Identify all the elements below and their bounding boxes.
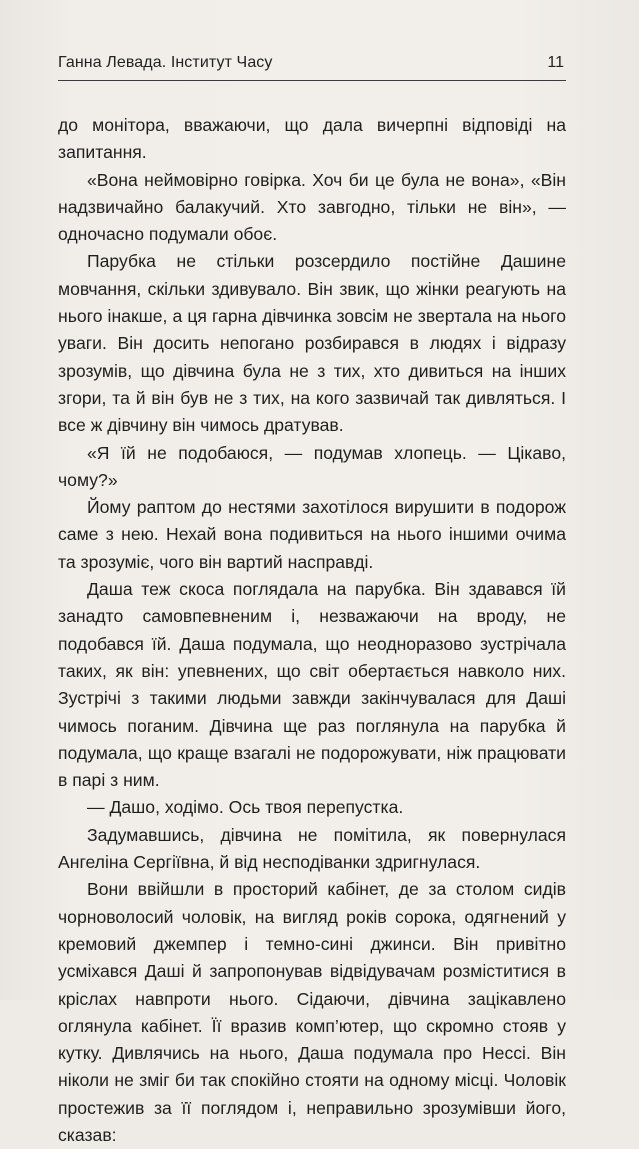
paragraph-7: — Дашо, ходімо. Ось твоя перепустка. [87, 797, 404, 818]
page-number: 11 [547, 54, 564, 71]
paragraph-6: Даша теж скоса поглядала на парубка. Він здавався їй занадто самовпевненим і, незважаючи на вроду, не подобався їй. Даша подумала, що неодноразово зустрічала таких, як він: упевнених, що світ обертається навколо них. Зустрічі з такими людьми завжди закінчувалася для Даші чимось поганим. Дівчина ще раз поглянула на парубка й подумала, що краще взагалі не подорожувати, ніж працювати в парі з ним. [58, 579, 566, 791]
paragraph-4: «Я їй не подобаюся, — подумав хлопець. — Цікаво, чому?» [58, 442, 566, 490]
paragraph-5: Йому раптом до нестями захотілося вирушити в подорож саме з нею. Нехай вона подивиться на нього іншими очима та зрозуміє, чого він вартий насправді. [58, 497, 566, 572]
book-title: Ганна Левада. Інститут Часу [58, 54, 273, 71]
paragraph-9: Вони ввійшли в просторий кабінет, де за столом сидів чорноволосий чоловік, на вигляд років сорока, одягнений у кремовий джемпер і темно-сині джинси. Він привітно усміхався Даші й запропонував відвідувачам розміститися в кріслах навпроти нього. Сідаючи, дівчина зацікавлено оглянула кабінет. Її вразив комп’ютер, що скромно стояв у кутку. Дивлячись на нього, Даша подумала про Нессі. Він ніколи не зміг би так спокійно стояти на одному місці. Чоловік простежив за її поглядом і, неправильно зрозумівши його, сказав: [58, 879, 566, 1145]
running-header [58, 50, 566, 81]
paragraph-2: «Вона неймовірно говірка. Хоч би це була не вона», «Він надзвичайно балакучий. Хто завгодно, тільки не він», — одночасно подумали обоє. [58, 169, 566, 245]
paragraph-1: до монітора, вважаючи, що дала вичерпні відповіді на запитання. [58, 115, 566, 163]
paragraph-3: Парубка не стільки розсердило постійне Дашине мовчання, скільки здивувало. Він звик, що жінки реагують на нього інакше, а ця гарна дівчинка зовсім не звертала на нього уваги. Він досить непогано розбирався в людях і відразу зрозумів, що дівчина була не з тих, хто дивиться на інших згори, та й він був не з тих, на кого зазвичай так дивляться. І все ж дівчину він чимось дратував. [58, 251, 566, 436]
body-text [58, 112, 566, 1149]
paragraph-8: Задумавшись, дівчина не помітила, як повернулася Ангеліна Сергіївна, й від несподіванки здригнулася. [58, 824, 566, 873]
